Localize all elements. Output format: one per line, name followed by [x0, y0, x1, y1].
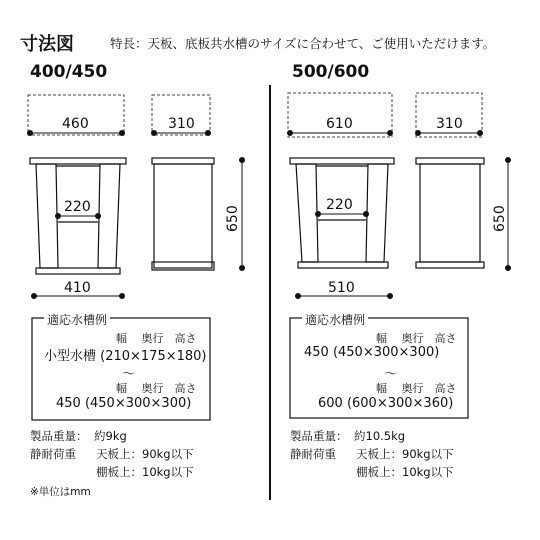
left-top-load: 天板上：90kg以下	[96, 447, 194, 461]
right-shelf-load: 棚板上：10kg以下	[356, 465, 454, 479]
left-shelf-load: 棚板上：10kg以下	[96, 465, 194, 479]
dim-dot	[205, 130, 211, 136]
right-bottom-width-label: 510	[328, 280, 355, 296]
right-inner-height-label: 220	[326, 197, 353, 213]
dim-dot	[27, 130, 33, 136]
dim-dot	[119, 130, 125, 136]
left-tank-tilde: ～	[122, 367, 136, 382]
right-tank-tilde: ～	[384, 367, 398, 382]
left-top-depth-label: 310	[168, 116, 195, 132]
left-side-elevation	[152, 158, 214, 270]
right-weight-value: 約10.5kg	[354, 429, 406, 443]
right-tank-box-title: 適応水槽例	[302, 311, 368, 328]
dim-dot	[363, 211, 369, 217]
right-height-label: 650	[492, 205, 508, 232]
page-title: 寸法図	[20, 34, 74, 55]
dim-dot	[505, 265, 511, 271]
right-top-depth-label: 310	[436, 116, 463, 132]
model-label-left: 400/450	[30, 62, 108, 82]
left-height-label: 650	[225, 205, 241, 232]
dim-dot	[119, 293, 125, 299]
dim-dot	[387, 130, 393, 136]
dim-dot	[239, 157, 245, 163]
right-load-label: 静耐荷重	[290, 447, 336, 461]
right-side-elevation	[416, 158, 484, 268]
left-weight-label: 製品重量：	[30, 429, 88, 443]
left-tank-row-1: 小型水槽 (210×175×180)	[44, 349, 207, 364]
dim-dot	[387, 293, 393, 299]
right-tank-row-2: 600 (600×300×360)	[318, 396, 454, 411]
dim-dot	[505, 157, 511, 163]
dim-dot	[95, 213, 101, 219]
dim-dot	[315, 211, 321, 217]
right-tank-row-1: 450 (450×300×300)	[304, 345, 440, 360]
feature-description: 特長：天板、底板共水槽のサイズに合わせて、ご使用いただけます。	[110, 36, 496, 51]
left-load-label: 静耐荷重	[30, 447, 76, 461]
dim-dot	[151, 130, 157, 136]
dim-dot	[415, 130, 421, 136]
model-label-right: 500/600	[292, 62, 370, 82]
dim-dot	[287, 130, 293, 136]
left-tank-row-2: 450 (450×300×300)	[56, 396, 192, 411]
dim-dot	[477, 130, 483, 136]
dim-dot	[55, 213, 61, 219]
dim-dot	[239, 265, 245, 271]
left-top-width-label: 460	[62, 116, 89, 132]
left-inner-height-label: 220	[64, 199, 91, 215]
unit-note: ※単位はmm	[30, 486, 91, 498]
right-top-width-label: 610	[326, 116, 353, 132]
dim-dot	[295, 293, 301, 299]
right-tank-header-2: 幅 奥行 高さ	[376, 382, 457, 395]
right-front-elevation	[290, 158, 394, 268]
left-tank-header-1: 幅 奥行 高さ	[116, 332, 197, 345]
right-weight-label: 製品重量：	[290, 429, 348, 443]
left-bottom-width-label: 410	[64, 280, 91, 296]
left-tank-box-title: 適応水槽例	[44, 311, 110, 328]
left-tank-header-2: 幅 奥行 高さ	[116, 382, 197, 395]
left-weight-value: 約9kg	[94, 429, 127, 443]
dim-dot	[31, 293, 37, 299]
right-top-load: 天板上：90kg以下	[356, 447, 454, 461]
right-tank-header-1: 幅 奥行 高さ	[376, 332, 457, 345]
